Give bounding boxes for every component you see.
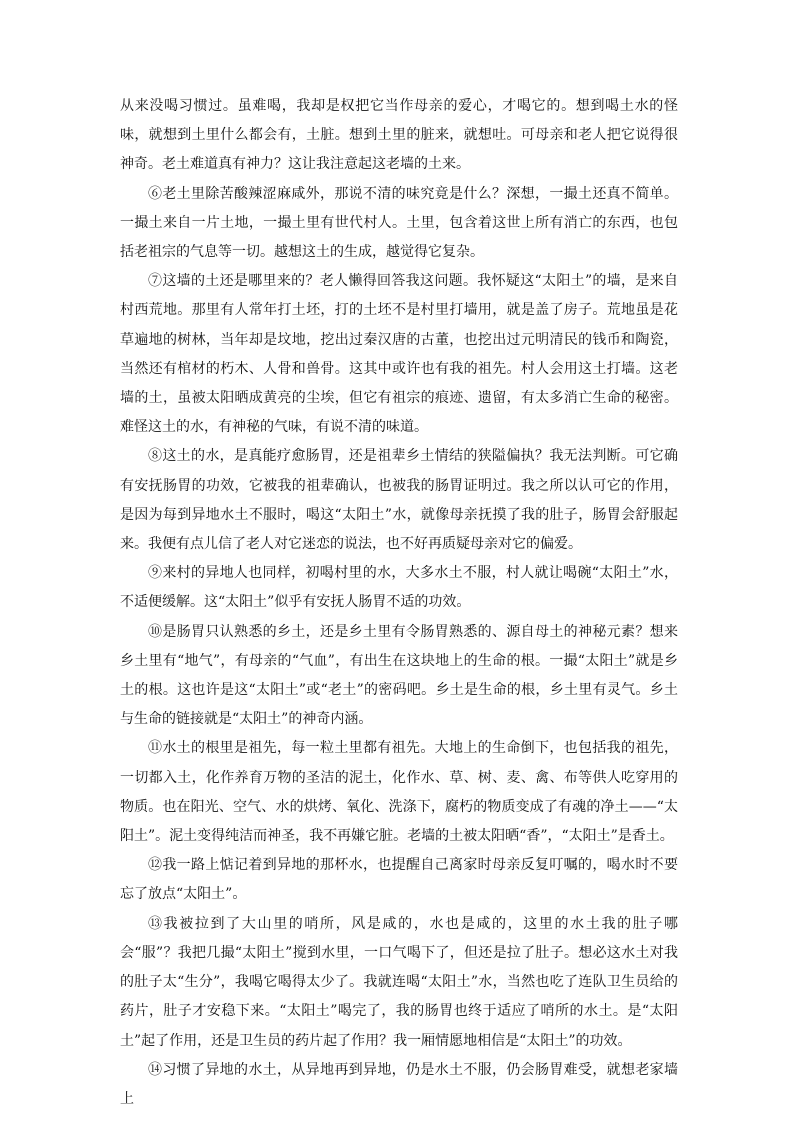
paragraph-14: ⑭习惯了异地的水土，从异地再到异地，仍是水土不服，仍会肠胃难受，就想老家墙上: [120, 1061, 678, 1107]
article-body: [120, 92, 678, 1114]
paragraph-8: ⑧这土的水，是真能疗愈肠胃，还是祖辈乡土情结的狭隘偏执？我无法判断。可它确有安抚肠胃的功效，它被我的祖辈确认，也被我的肠胃证明过。我之所以认可它的作用，是因为每到异地水土不服时，喝这“太阳土”水，就像母亲抚摸了我的肚子，肠胃会舒服起来。我便有点儿信了老人对它迷恋的说法，也不好再质疑母亲对它的偏爱。: [120, 448, 678, 553]
paragraph-5-continued: 从来没喝习惯过。虽难喝，我却是权把它当作母亲的爱心，才喝它的。想到喝土水的怪味，就想到土里什么都会有，土脏。想到土里的脏来，就想吐。可母亲和老人把它说得很神奇。老土难道真有神力？这让我注意起这老墙的土来。: [120, 98, 678, 173]
paragraph-9: ⑨来村的异地人也同样，初喝村里的水，大多水土不服，村人就让喝碗“太阳土”水，不适便缓解。这“太阳土”似乎有安抚人肠胃不适的功效。: [120, 565, 678, 611]
paragraph-10: ⑩是肠胃只认熟悉的乡土，还是乡土里有令肠胃熟悉的、源自母土的神秘元素？想来乡土里有“地气”，有母亲的“气血”，有出生在这块地上的生命的根。一撮“太阳土”就是乡土的根。这也许是这“太阳土”或“老土”的密码吧。乡土是生命的根，乡土里有灵气。乡土与生命的链接就是“太阳土”的神奇内涵。: [120, 623, 678, 728]
paragraph-7: ⑦这墙的土还是哪里来的？老人懒得回答我这问题。我怀疑这“太阳土”的墙，是来自村西荒地。那里有人常年打土坯，打的土坯不是村里打墙用，就是盖了房子。荒地虽是花草遍地的树林，当年却是坟地，挖出过秦汉唐的古董，也挖出过元明清民的钱币和陶瓷，当然还有棺材的朽木、人骨和兽骨。这其中或许也有我的祖先。村人会用这土打墙。这老墙的土，虽被太阳晒成黄亮的尘埃，但它有祖宗的痕迹、遗留，有太多消亡生命的秘密。难怪这土的水，有神秘的气味，有说不清的味道。: [120, 273, 678, 436]
paragraph-11: ⑪水土的根里是祖先，每一粒土里都有祖先。大地上的生命倒下，也包括我的祖先，一切都入土，化作养育万物的圣洁的泥土，化作水、草、树、麦、禽、布等供人吃穿用的物质。也在阳光、空气、水的烘烤、氧化、洗涤下，腐朽的物质变成了有魂的净土——“太阳土”。泥土变得纯洁而神圣，我不再嫌它脏。老墙的土被太阳晒“香”，“太阳土”是香土。: [120, 740, 678, 845]
paragraph-12: ⑫我一路上惦记着到异地的那杯水，也提醒自己离家时母亲反复叮嘱的，喝水时不要忘了放点“太阳土”。: [120, 857, 678, 903]
paragraph-6: ⑥老土里除苦酸辣涩麻咸外，那说不清的味究竟是什么？深想，一撮土还真不简单。一撮土来自一片土地，一撮土里有世代村人。土里，包含着这世上所有消亡的东西，也包括老祖宗的气息等一切。越想这土的生成，越觉得它复杂。: [120, 185, 678, 261]
paragraph-13: ⑬我被拉到了大山里的哨所，风是咸的，水也是咸的，这里的水土我的肚子哪会“服”？我把几撮“太阳土”搅到水里，一口气喝下了，但还是拉了肚子。想必这水土对我的肚子太“生分”，我喝它喝得太少了。我就连喝“太阳土”水，当然也吃了连队卫生员给的药片，肚子才安稳下来。“太阳土”喝完了，我的肠胃也终于适应了哨所的水土。是“太阳土”起了作用，还是卫生员的药片起了作用？我一厢情愿地相信是“太阳土”的功效。: [120, 915, 678, 1049]
